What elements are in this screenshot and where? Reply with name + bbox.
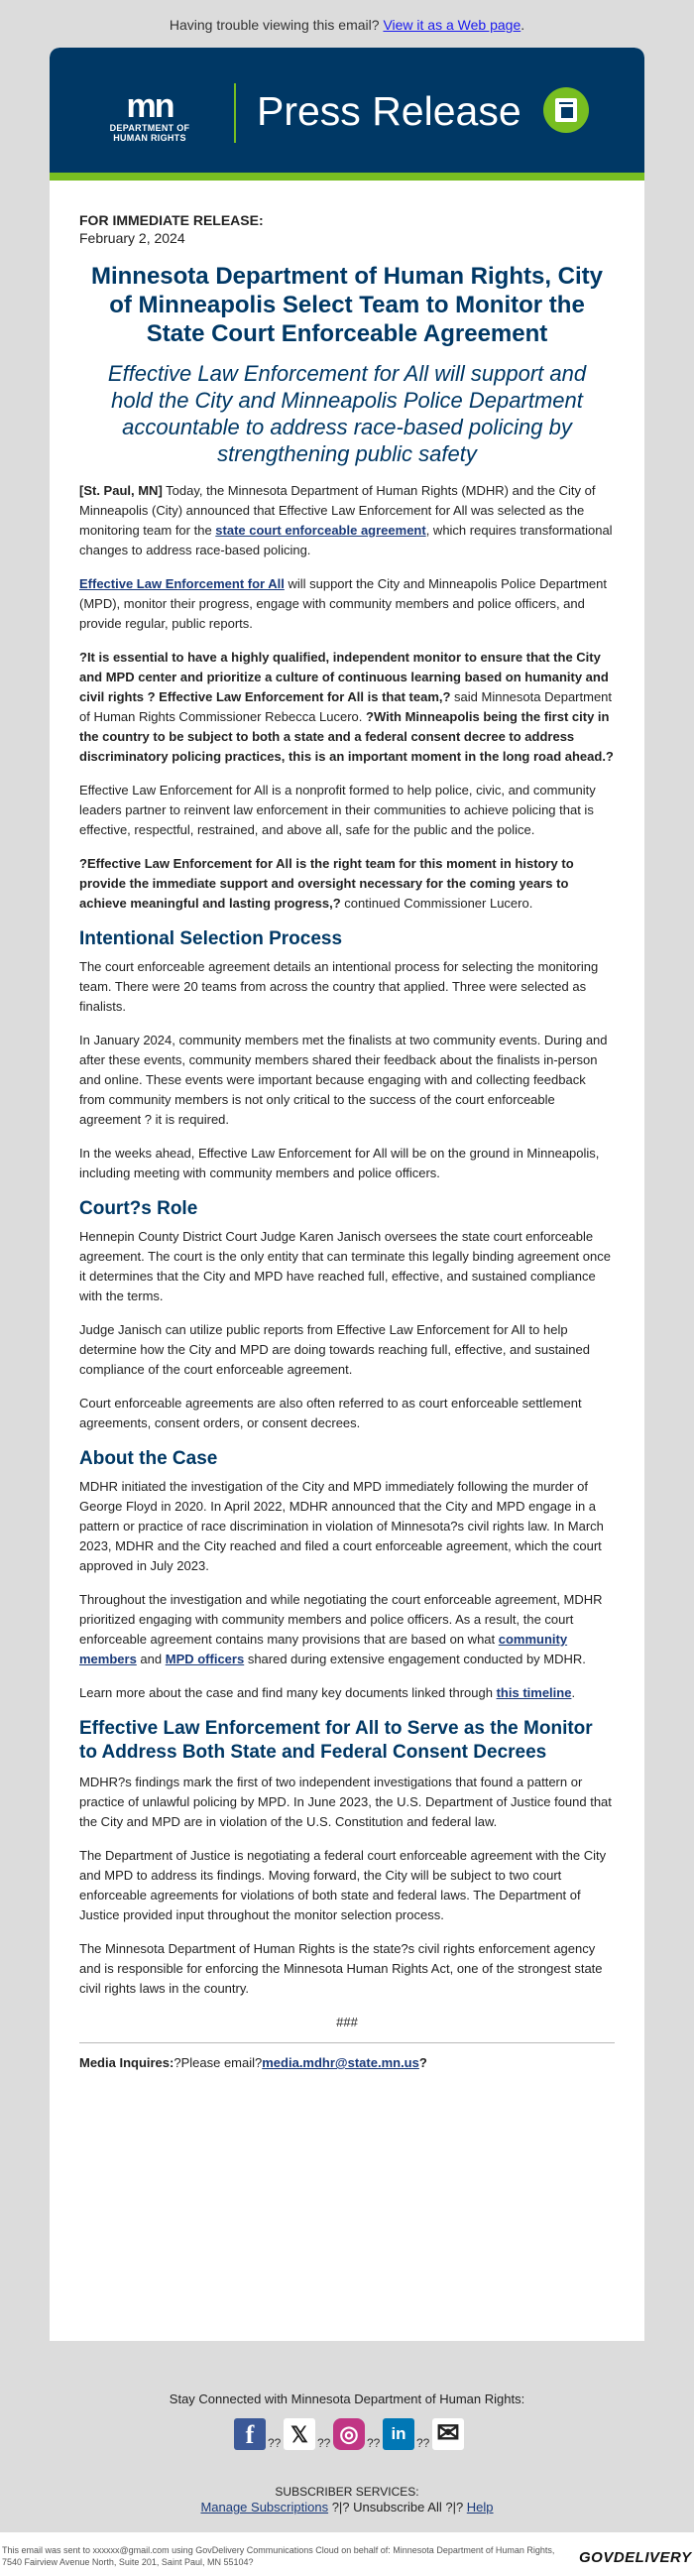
community-members-link[interactable]: community members: [79, 1632, 568, 1666]
release-label: FOR IMMEDIATE RELEASE:: [79, 212, 264, 228]
selection-paragraph-1: The court enforceable agreement details an intentional process for selecting the monitoring team. There were 20 teams from across the country that applied. Three were selected as finalists.: [79, 959, 599, 1014]
section-heading-case: About the Case: [79, 1448, 218, 1469]
govdelivery-logo: GOVDELIVERY: [579, 2549, 692, 2566]
mpd-officers-link[interactable]: MPD officers: [165, 1652, 245, 1666]
media-email-link[interactable]: media.mdhr@state.mn.us: [262, 2055, 419, 2070]
press-release-banner: [50, 48, 644, 173]
facebook-icon[interactable]: f: [234, 2418, 266, 2450]
web-view-notice: Having trouble viewing this email? View it as a Web page.: [169, 17, 525, 33]
x-icon[interactable]: 𝕏: [284, 2418, 315, 2450]
agreement-link[interactable]: state court enforceable agreement: [215, 523, 426, 538]
stay-connected-text: Stay Connected with Minnesota Department of Human Rights:: [169, 2392, 525, 2406]
section-heading-monitor: Effective Law Enforcement for All to Serve as the Monitor to Address Both State and Federal Consent Decrees: [79, 1718, 593, 1763]
monitor-paragraph-3: The Minnesota Department of Human Rights is the state?s civil rights enforcement agency and is responsible for enforcing the Minnesota Human Rights Act, one of the strongest state civil rights laws in the country.: [79, 1941, 603, 1996]
media-inquiries: Media Inquires:?Please email?media.mdhr@state.mn.us?: [79, 2055, 427, 2070]
email-card: [50, 48, 644, 2341]
article-content: [79, 212, 615, 2073]
help-link[interactable]: Help: [466, 2500, 494, 2515]
court-paragraph-1: Hennepin County District Court Judge Karen Janisch oversees the state court enforceable agreement. The court is the only entity that can terminate this legally binding agreement once it determines that the City and MPD have reached full, effective, and sustained compliance with the terms.: [79, 1229, 611, 1303]
paragraph-monitor: Effective Law Enforcement for All will support the City and Minneapolis Police Department (MPD), monitor their progress, engage with community members and police officers, and provide regular, public reports.: [79, 576, 608, 631]
monitor-paragraph-2: The Department of Justice is negotiating a federal court enforceable agreement with the City and MPD to address its findings. Moving forward, the City will be subject to two court enforceable agreements for violations of both state and federal laws. The Department of Justice provided input throughout the monitor selection process.: [79, 1848, 607, 1922]
logo-line-2: HUMAN RIGHTS: [113, 133, 186, 143]
case-paragraph-1: MDHR initiated the investigation of the City and MPD immediately following the murder of George Floyd in 2020. In April 2022, MDHR announced that the City and MPD engage in a pattern or practice of race discrimination in violation of Minnesota?s civil rights law. In March 2023, MDHR and the City reached and filed a court enforceable agreement, which the court approved in July 2023.: [79, 1479, 604, 1573]
web-view-link[interactable]: View it as a Web page: [383, 17, 521, 33]
case-paragraph-2: Throughout the investigation and while negotiating the court enforceable agreement, MDHR prioritized engaging with community members and police officers. As a result, the court enforceable agreement contains many provisions that are based on what community members and MPD officers shared during extensive engagement conducted by MDHR.: [79, 1592, 603, 1666]
subscriber-links: [0, 2500, 694, 2515]
headline: Minnesota Department of Human Rights, City of Minneapolis Select Team to Monitor the State Court Enforceable Agreement: [90, 263, 604, 347]
section-heading-court: Court?s Role: [79, 1198, 198, 1219]
selection-paragraph-3: In the weeks ahead, Effective Law Enforcement for All will be on the ground in Minneapolis, including meeting with community members and police officers.: [79, 1146, 600, 1180]
end-mark: ###: [336, 2015, 358, 2029]
mdhr-logo: [107, 89, 192, 143]
manage-subscriptions-link[interactable]: Manage Subscriptions: [200, 2500, 329, 2515]
paragraph-nonprofit: Effective Law Enforcement for All is a nonprofit formed to help police, civic, and community leaders partner to reinvent law enforcement in their communities to achieve policing that is effective, respectful, restrained, and above all, safe for the public and the police.: [79, 783, 596, 837]
paragraph-intro: [St. Paul, MN] Today, the Minnesota Department of Human Rights (MDHR) and the City of Minneapolis (City) announced that Effective Law Enforcement for All was selected as the monitoring team for the state court enforceable agreement, which requires transformational changes to address race-based policing.: [79, 483, 613, 557]
document-icon: [543, 87, 589, 133]
govdelivery-footer: [0, 2532, 694, 2576]
logo-line-1: DEPARTMENT OF: [109, 123, 190, 133]
banner-accent-line: [50, 173, 644, 181]
unsubscribe-all-text[interactable]: ?|? Unsubscribe All ?|?: [328, 2500, 467, 2515]
paragraph-quote-2: ?Effective Law Enforcement for All is the right team for this moment in history to provide the immediate support and oversight necessary for the coming years to achieve meaningful and lasting progress,? continued Commissioner Lucero.: [79, 856, 574, 911]
case-paragraph-3: Learn more about the case and find many key documents linked through this timeline.: [79, 1685, 576, 1700]
court-paragraph-3: Court enforceable agreements are also often referred to as court enforceable settlement agreements, consent orders, or consent decrees.: [79, 1396, 582, 1430]
monitor-paragraph-1: MDHR?s findings mark the first of two independent investigations that found a pattern or practice of unlawful policing by MPD. In June 2023, the U.S. Department of Justice found that the City and MPD are in violation of the U.S. Constitution and federal law.: [79, 1775, 612, 1829]
linkedin-icon[interactable]: in: [383, 2418, 414, 2450]
logo-mark: mn: [126, 87, 174, 125]
selection-paragraph-2: In January 2024, community members met the finalists at two community events. During and after these events, community members shared their feedback about the finalists in-person and online. These events were important because engaging with and collecting feedback from community members is not only critical to the success of the court enforceable agreement ? it is required.: [79, 1033, 608, 1127]
divider: [79, 2042, 615, 2043]
banner-divider: [234, 83, 236, 143]
dateline: [St. Paul, MN]: [79, 483, 163, 498]
section-heading-selection: Intentional Selection Process: [79, 928, 343, 949]
paragraph-quote: ?It is essential to have a highly qualified, independent monitor to ensure that the City and MPD center and prioritize a culture of continuous learning based on humanity and civil rights ? Effective Law Enforcement for All is that team,? said Minnesota Department of Human Rights Commissioner Rebecca Lucero. ?With Minneapolis being the first city in the country to be subject to both a state and a federal consent decree to address discriminatory policing practices, this is an important moment in the long road ahead.?: [79, 650, 614, 764]
email-icon[interactable]: ✉: [432, 2418, 464, 2450]
release-date: February 2, 2024: [79, 230, 185, 246]
court-paragraph-2: Judge Janisch can utilize public reports from Effective Law Enforcement for All to help determine how the City and MPD are doing towards reaching full, effective, and sustained compliance of the court enforceable agreement.: [79, 1322, 590, 1377]
instagram-icon[interactable]: ◎: [333, 2418, 365, 2450]
banner-title: Press Release: [257, 88, 521, 134]
subscriber-services-label: SUBSCRIBER SERVICES:: [275, 2485, 419, 2499]
elefa-link[interactable]: Effective Law Enforcement for All: [79, 576, 285, 591]
sent-notice: This email was sent to xxxxxx@gmail.com using GovDelivery Communications Cloud on behalf of: Minnesota Department of Human Rights, 7540 Fairview Avenue North, Suite 201, Saint Paul, MN 55104?: [2, 2545, 555, 2567]
timeline-link[interactable]: this timeline: [496, 1685, 572, 1700]
subheadline: Effective Law Enforcement for All will support and hold the City and Minneapolis Police Department accountable to address race-based policing by strengthening public safety: [107, 361, 587, 466]
web-view-text: Having trouble viewing this email?: [169, 17, 380, 33]
